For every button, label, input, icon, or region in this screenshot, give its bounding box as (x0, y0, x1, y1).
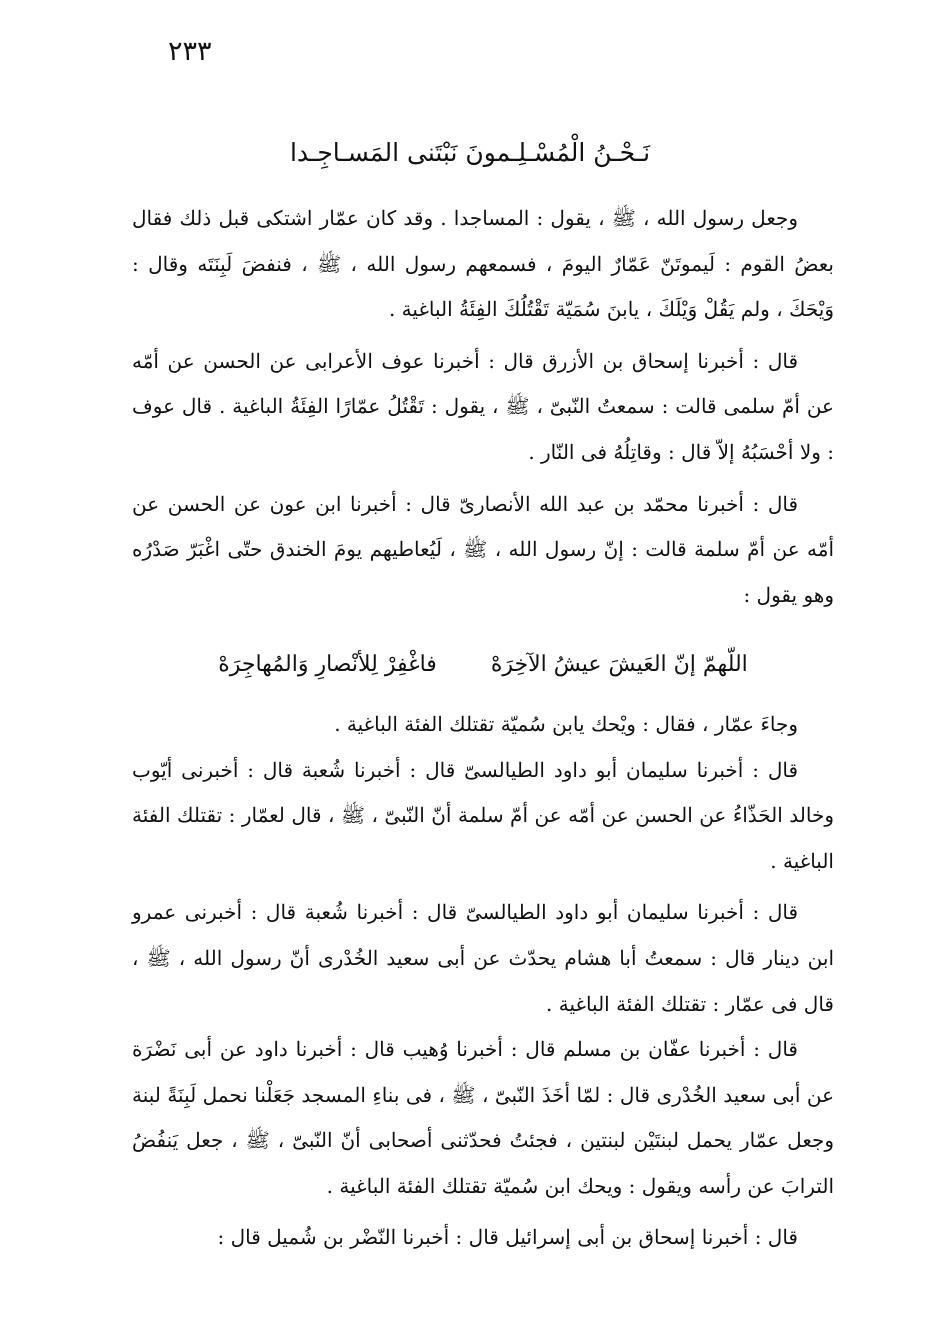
paragraph-3: قال : أخبرنا محمّد بن عبد الله الأنصارىّ قال : أخبرنا ابن عون عن الحسن عن أمّه عن أمّ سلمة قالت : إنّ رسول الله ، ﷺ ، لَيُعاطيهم يومَ الخندق حتّى اغْبَرّ صَدْرُه وهو يقول : (132, 491, 834, 607)
page-number: ٢٣٣ (168, 36, 212, 67)
verse-heading: نَـحْـنُ الْمُسْـلِـمونَ نَبْتَنى المَسـاجِـدا (289, 138, 651, 167)
paragraph-6: قال : أخبرنا سليمان أبو داود الطيالسىّ قال : أخبرنا شُعبة قال : أخبرنى عمرو ابن دينار قال : سمعتُ أبا هشام يحدّث عن أبى سعيد الخُدْرى أنّ رسول الله ، ﷺ ، قال فى عمّار : تقتلك الفئة الباغية . (132, 900, 834, 1016)
paragraph-8: قال : أخبرنا إسحاق بن أبى إسرائيل قال : أخبرنا النّضْر بن شُميل قال : (217, 1225, 798, 1250)
paragraph-7: قال : أخبرنا عفّان بن مسلم قال : أخبرنا وُهيب قال : أخبرنا داود عن أبى نَضْرَة عن أبى سعيد الخُدْرى قال : لمّا أخَذَ النّبىّ ، ﷺ ، فى بناءِ المسجد جَعَلْنا نحمل لَبِنَةً لبنة وجعل عمّار يحمل لبنتَيْن لبنتين ، فجئتُ فحدّثنى أصحابى أنّ النّبىّ ، ﷺ ، جعل يَنفُضُ الترابَ عن رأسه ويقول : ويحك ابن سُميّة تقتلك الفئة الباغية . (132, 1037, 834, 1198)
main-text (132, 196, 834, 1261)
paragraph-5: قال : أخبرنا سليمان أبو داود الطيالسىّ قال : أخبرنا شُعبة قال : أخبرنى أيّوب وخالد الحَذّاءُ عن الحسن عن أمّه عن أمّ سلمة أنّ النّبىّ ، ﷺ ، قال لعمّار : تقتلك الفئة الباغية . (132, 757, 834, 873)
paragraph-4: وجاءَ عمّار ، فقال : ويْحك يابن سُميّة تقتلك الفئة الباغية . (334, 711, 798, 736)
verse-second-hemistich: فاغْفِرْ لِلأنْصارِ وَالمُهاجِرَهْ (218, 652, 437, 678)
paragraph-2: قال : أخبرنا إسحاق بن الأزرق قال : أخبرنا عوف الأعرابى عن الحسن عن أمّه عن أمّ سلمى قالت : سمعتُ النّبىّ ، ﷺ ، يقول : تَقْتُلُ عمّارًا الفِئَةُ الباغية . قال عوف : ولا أحْسَبُهُ إلاّ قال : وقاتِلُهُ فى النّار . (132, 348, 834, 464)
paragraph-1: وجعل رسول الله ، ﷺ ، يقول : المساجدا . وقد كان عمّار اشتكى قبل ذلك فقال بعضُ القوم : لَيموتَنّ عَمّارٌ اليومَ ، فسمعهم رسول الله ، ﷺ ، فنفضَ لَبِنَتَه وقال : وَيْحَكَ ، ولم يَقُلْ وَيْلَكَ ، يابنَ سُمَيّة تَقْتُلُكَ الفِئَةُ الباغية . (132, 206, 834, 322)
poetry-verse (132, 642, 834, 688)
verse-first-hemistich: اللّهمّ إنّ العَيشَ عيشُ الآخِرَهْ (490, 652, 748, 678)
